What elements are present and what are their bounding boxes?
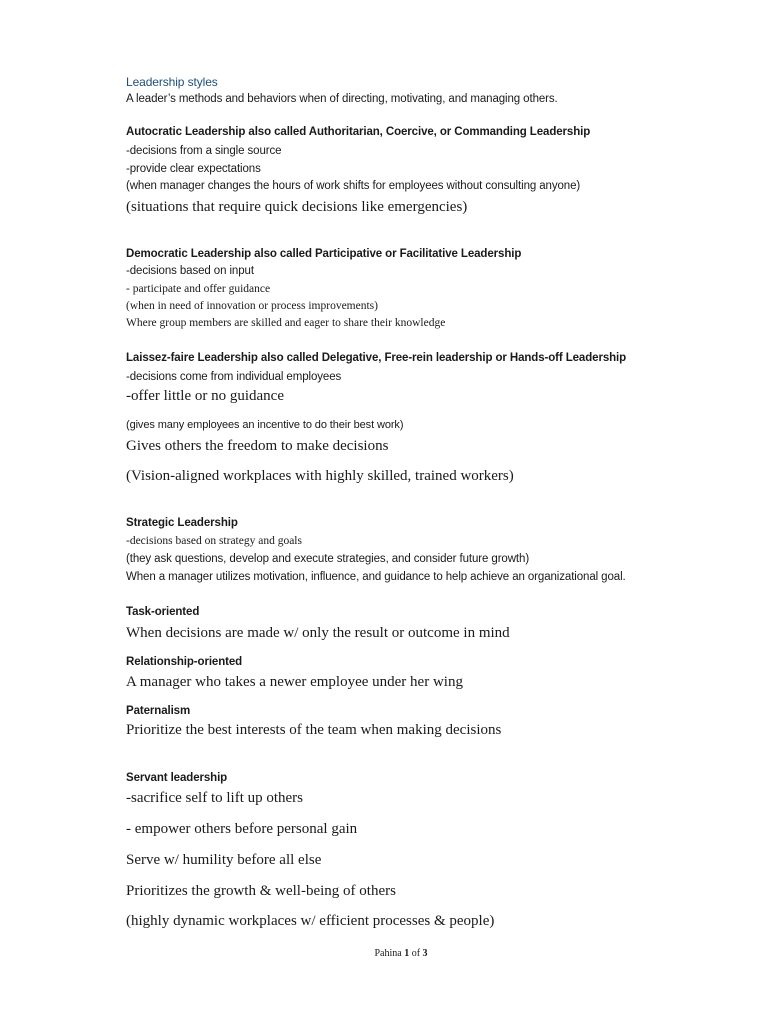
autocratic-line-1: -decisions from a single source: [126, 145, 282, 157]
section-heading-autocratic: Autocratic Leadership also called Authoritarian, Coercive, or Commanding Leadership: [126, 126, 591, 138]
strategic-line-3: When a manager utilizes motivation, influence, and guidance to help achieve an organizational goal.: [126, 571, 626, 583]
page-footer: [0, 948, 768, 959]
relationship-line-1: A manager who takes a newer employee under her wing: [126, 674, 463, 690]
autocratic-line-2: -provide clear expectations: [126, 163, 261, 175]
laissez-line-4: Gives others the freedom to make decisions: [126, 438, 389, 454]
footer-page-total: 3: [422, 948, 428, 959]
section-heading-paternalism: Paternalism: [126, 705, 191, 717]
servant-line-3: Serve w/ humility before all else: [126, 852, 322, 868]
democratic-line-2: - participate and offer guidance: [126, 283, 271, 295]
laissez-line-2: -offer little or no guidance: [126, 388, 284, 404]
democratic-line-4: Where group members are skilled and eager to share their knowledge: [126, 317, 446, 329]
laissez-line-1: -decisions come from individual employees: [126, 371, 342, 383]
strategic-line-1: -decisions based on strategy and goals: [126, 535, 302, 547]
strategic-line-2: (they ask questions, develop and execute strategies, and consider future growth): [126, 553, 530, 565]
section-heading-strategic: Strategic Leadership: [126, 517, 238, 529]
doc-title: Leadership styles: [126, 75, 218, 89]
footer-prefix: Pahina: [374, 948, 405, 959]
section-heading-democratic: Democratic Leadership also called Participative or Facilitative Leadership: [126, 248, 522, 260]
section-heading-servant: Servant leadership: [126, 772, 228, 784]
paternalism-line-1: Prioritize the best interests of the team when making decisions: [126, 722, 502, 738]
servant-line-2: - empower others before personal gain: [126, 821, 358, 837]
democratic-line-1: -decisions based on input: [126, 265, 254, 277]
footer-page-number: 1: [404, 948, 410, 959]
section-heading-task-oriented: Task-oriented: [126, 606, 200, 618]
section-heading-laissez-faire: Laissez-faire Leadership also called Delegative, Free-rein leadership or Hands-off Leadership: [126, 352, 627, 364]
intro-text: A leader’s methods and behaviors when of directing, motivating, and managing others.: [126, 93, 558, 105]
servant-line-4: Prioritizes the growth & well-being of others: [126, 883, 396, 899]
laissez-line-3: (gives many employees an incentive to do their best work): [126, 419, 404, 431]
task-line-1: When decisions are made w/ only the result or outcome in mind: [126, 625, 510, 641]
servant-line-5: (highly dynamic workplaces w/ efficient processes & people): [126, 913, 495, 929]
autocratic-line-3: (when manager changes the hours of work shifts for employees without consulting anyone): [126, 180, 581, 192]
laissez-line-5: (Vision-aligned workplaces with highly skilled, trained workers): [126, 468, 514, 484]
democratic-line-3: (when in need of innovation or process improvements): [126, 300, 378, 312]
section-heading-relationship-oriented: Relationship-oriented: [126, 656, 243, 668]
autocratic-line-4: (situations that require quick decisions like emergencies): [126, 199, 468, 215]
servant-line-1: -sacrifice self to lift up others: [126, 790, 304, 806]
footer-of: of: [409, 948, 423, 959]
